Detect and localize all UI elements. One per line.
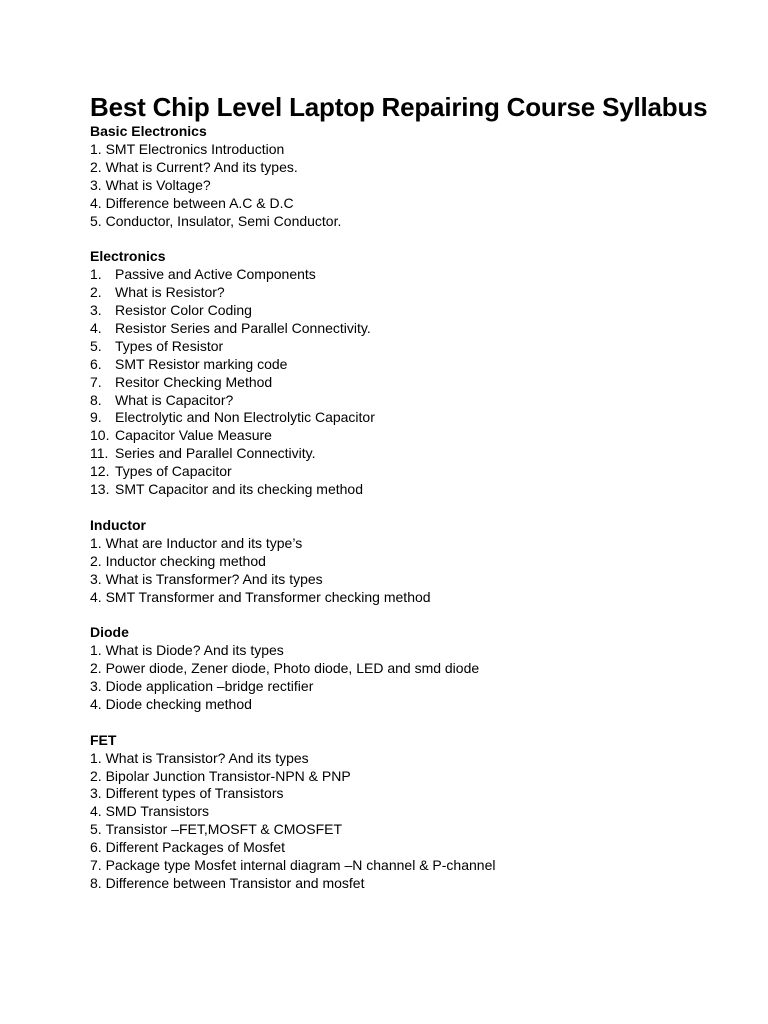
list-item-number: 5. <box>90 821 106 838</box>
list-item-number: 1. <box>90 642 106 659</box>
list-item <box>90 266 730 284</box>
syllabus-section <box>90 732 730 893</box>
section-spacer <box>90 714 730 732</box>
list-item <box>90 159 730 177</box>
list-item-text: Capacitor Value Measure <box>115 427 272 444</box>
list-item-number: 3. <box>90 678 106 695</box>
list-item-text: Inductor checking method <box>105 552 266 569</box>
list-item <box>90 427 730 445</box>
list-item <box>90 213 730 231</box>
list-item <box>90 553 730 571</box>
list-item <box>90 875 730 893</box>
list-item-number: 2. <box>90 552 106 569</box>
list-item-text: What is Diode? And its types <box>105 642 284 659</box>
document-body <box>90 91 730 893</box>
list-item-text: SMT Resistor marking code <box>115 355 288 372</box>
list-item <box>90 409 730 427</box>
syllabus-section <box>90 517 730 607</box>
syllabus-section <box>90 624 730 714</box>
list-item <box>90 589 730 607</box>
list-item <box>90 445 730 463</box>
list-item-text: Package type Mosfet internal diagram –N channel & P-channel <box>105 857 496 874</box>
section-spacer <box>90 230 730 248</box>
list-item-text: What are Inductor and its type’s <box>105 534 303 551</box>
list-item-text: Passive and Active Components <box>115 266 316 283</box>
syllabus-section <box>90 123 730 230</box>
section-heading: Diode <box>90 624 129 641</box>
list-item-text: Bipolar Junction Transistor-NPN & PNP <box>105 767 351 784</box>
list-item-number: 2. <box>90 767 106 784</box>
syllabus-sections <box>90 123 730 893</box>
list-item <box>90 481 730 499</box>
list-item-text: Series and Parallel Connectivity. <box>115 445 316 462</box>
list-item <box>90 571 730 589</box>
list-item-number: 4. <box>90 319 102 336</box>
list-item-number: 13. <box>90 481 110 498</box>
list-item <box>90 535 730 553</box>
list-item-number: 10. <box>90 427 110 444</box>
section-heading: FET <box>90 731 117 748</box>
list-item-text: Types of Capacitor <box>115 463 232 480</box>
list-item-text: Difference between A.C & D.C <box>105 194 294 211</box>
list-item <box>90 338 730 356</box>
list-item-number: 1. <box>90 534 106 551</box>
list-item <box>90 195 730 213</box>
list-item-number: 5. <box>90 337 102 354</box>
list-item-number: 1. <box>90 266 102 283</box>
list-item <box>90 284 730 302</box>
list-item-text: What is Capacitor? <box>115 391 234 408</box>
list-item-number: 2. <box>90 158 106 175</box>
list-item <box>90 785 730 803</box>
list-item-text: Different Packages of Mosfet <box>105 839 286 856</box>
list-item <box>90 696 730 714</box>
list-item <box>90 678 730 696</box>
list-item-text: Resistor Color Coding <box>115 302 252 319</box>
section-spacer <box>90 499 730 517</box>
list-item-number: 3. <box>90 176 106 193</box>
list-item-number: 7. <box>90 373 102 390</box>
document-title: Best Chip Level Laptop Repairing Course Syllabus <box>90 92 708 122</box>
list-item-number: 12. <box>90 463 110 480</box>
section-heading: Inductor <box>90 516 146 533</box>
list-item-number: 8. <box>90 875 106 891</box>
list-item-text: What is Transistor? And its types <box>105 749 309 766</box>
list-item-number: 9. <box>90 409 102 426</box>
list-item <box>90 374 730 392</box>
list-item-number: 6. <box>90 839 106 856</box>
list-item-number: 7. <box>90 857 106 874</box>
list-item-number: 2. <box>90 660 106 677</box>
list-item <box>90 141 730 159</box>
list-item <box>90 660 730 678</box>
list-item-text: SMT Transformer and Transformer checking method <box>105 588 431 605</box>
list-item-text: Power diode, Zener diode, Photo diode, LED and smd diode <box>105 660 480 677</box>
list-item-text: What is Voltage? <box>105 176 211 193</box>
list-item <box>90 177 730 195</box>
list-item-text: Diode application –bridge rectifier <box>105 678 314 695</box>
list-item-number: 4. <box>90 803 106 820</box>
list-item-number: 3. <box>90 570 106 587</box>
list-item-text: SMT Electronics Introduction <box>105 140 285 157</box>
list-item-number: 4. <box>90 588 106 605</box>
list-item-text: Electrolytic and Non Electrolytic Capacitor <box>115 409 375 426</box>
list-item-text: What is Resistor? <box>115 284 225 301</box>
list-item-text: Resitor Checking Method <box>115 373 273 390</box>
list-item-number: 1. <box>90 140 106 157</box>
list-item <box>90 356 730 374</box>
list-item-text: Difference between Transistor and mosfet <box>105 875 365 891</box>
list-item <box>90 857 730 875</box>
list-item-number: 8. <box>90 391 102 408</box>
list-item-number: 3. <box>90 302 102 319</box>
section-heading: Basic Electronics <box>90 123 207 139</box>
list-item-text: What is Current? And its types. <box>105 158 298 175</box>
list-item-text: What is Transformer? And its types <box>105 570 323 587</box>
list-item <box>90 768 730 786</box>
list-item-number: 2. <box>90 284 102 301</box>
list-item <box>90 839 730 857</box>
section-spacer <box>90 606 730 624</box>
list-item-number: 5. <box>90 212 106 229</box>
list-item-text: Different types of Transistors <box>105 785 284 802</box>
list-item-number: 4. <box>90 695 106 712</box>
list-item-text: Types of Resistor <box>115 337 224 354</box>
section-heading: Electronics <box>90 248 166 265</box>
list-item <box>90 821 730 839</box>
list-item-text: SMT Capacitor and its checking method <box>115 481 363 498</box>
list-item-number: 1. <box>90 749 106 766</box>
list-item-number: 11. <box>90 445 109 462</box>
list-item <box>90 803 730 821</box>
list-item-text: SMD Transistors <box>105 803 210 820</box>
list-item <box>90 463 730 481</box>
syllabus-section <box>90 248 730 499</box>
list-item <box>90 320 730 338</box>
list-item <box>90 642 730 660</box>
list-item <box>90 392 730 410</box>
list-item-text: Diode checking method <box>105 695 252 712</box>
list-item-text: Transistor –FET,MOSFT & CMOSFET <box>105 821 343 838</box>
list-item-text: Conductor, Insulator, Semi Conductor. <box>105 212 342 229</box>
list-item-number: 6. <box>90 355 102 372</box>
list-item <box>90 302 730 320</box>
list-item-number: 4. <box>90 194 106 211</box>
list-item-number: 3. <box>90 785 106 802</box>
list-item-text: Resistor Series and Parallel Connectivity. <box>115 319 371 336</box>
list-item <box>90 750 730 768</box>
